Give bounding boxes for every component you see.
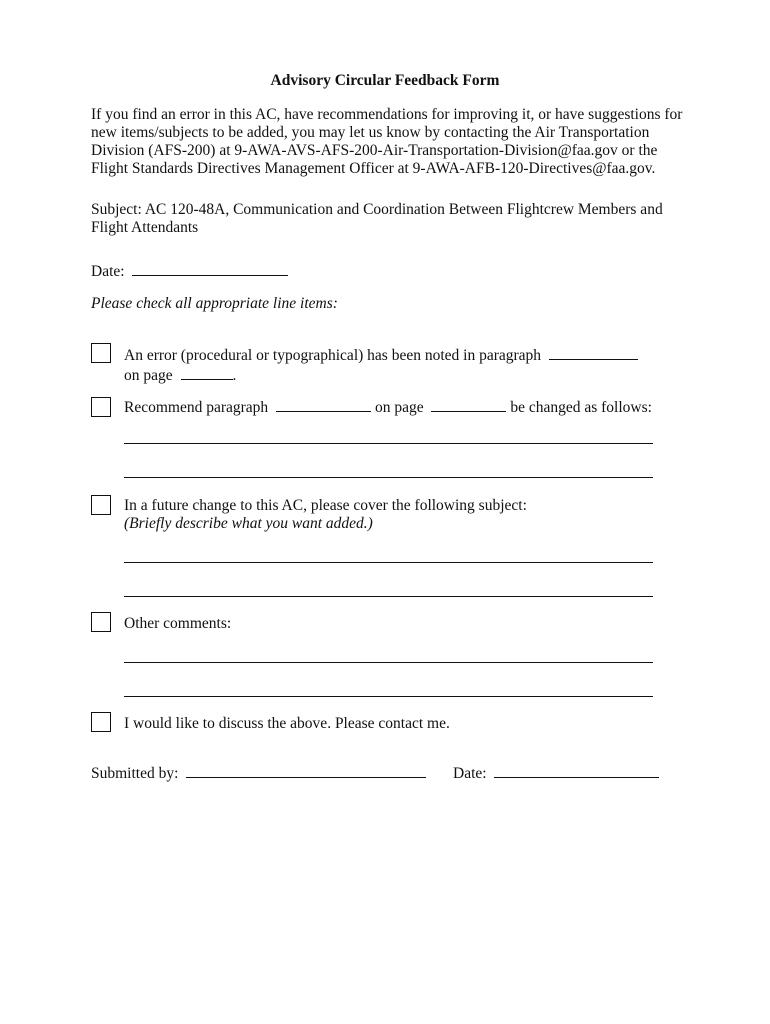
intro-line: new items/subjects to be added, you may let us know by contacting the Air Transportation xyxy=(91,124,650,141)
instruction-text: Please check all appropriate line items: xyxy=(91,295,338,312)
submitted-row xyxy=(91,763,426,783)
subject-text: Subject: AC 120-48A, Communication and Coordination Between Flightcrew Members and xyxy=(91,201,663,218)
other-checkbox[interactable] xyxy=(91,612,111,632)
recommend-page-field[interactable] xyxy=(431,397,506,412)
submit-date-field[interactable] xyxy=(494,763,659,778)
error-item xyxy=(124,345,638,385)
error-period: . xyxy=(232,367,237,384)
other-answer-line[interactable] xyxy=(124,696,653,697)
date-field[interactable] xyxy=(132,261,288,276)
error-label: An error (procedural or typographical) has been noted in paragraph xyxy=(124,347,542,364)
submitted-by-field[interactable] xyxy=(186,763,426,778)
form-title: Advisory Circular Feedback Form xyxy=(270,72,500,89)
error-line-1 xyxy=(124,345,638,365)
error-checkbox[interactable] xyxy=(91,343,111,363)
future-checkbox[interactable] xyxy=(91,495,111,515)
date-label: Date: xyxy=(91,263,125,280)
intro-line: Flight Standards Directives Management Officer at 9-AWA-AFB-120-Directives@faa.gov. xyxy=(91,160,656,177)
submit-date-label: Date: xyxy=(453,765,487,782)
error-line-2 xyxy=(124,365,638,385)
recommend-page-label: on page xyxy=(374,399,424,416)
other-answer-line[interactable] xyxy=(124,662,653,663)
recommend-suffix: be changed as follows: xyxy=(510,399,652,416)
recommend-item xyxy=(124,397,652,417)
subject-line xyxy=(91,201,691,237)
error-paragraph-field[interactable] xyxy=(549,345,638,360)
submit-date-row xyxy=(453,763,659,783)
future-answer-line[interactable] xyxy=(124,562,653,563)
future-hint: (Briefly describe what you want added.) xyxy=(124,515,373,532)
intro-line: Division (AFS-200) at 9-AWA-AVS-AFS-200-Air-Transportation-Division@faa.gov or the xyxy=(91,142,658,159)
discuss-checkbox[interactable] xyxy=(91,712,111,732)
future-label: In a future change to this AC, please cover the following subject: xyxy=(124,497,527,514)
recommend-paragraph-field[interactable] xyxy=(276,397,371,412)
other-label: Other comments: xyxy=(124,615,232,632)
error-page-field[interactable] xyxy=(181,365,233,380)
date-row xyxy=(91,261,288,281)
subject-text: Flight Attendants xyxy=(91,219,199,236)
intro-line: If you find an error in this AC, have recommendations for improving it, or have suggestions for xyxy=(91,106,683,123)
recommend-answer-line[interactable] xyxy=(124,443,653,444)
future-answer-line[interactable] xyxy=(124,596,653,597)
submitted-label: Submitted by: xyxy=(91,765,179,782)
error-page-label: on page xyxy=(124,367,173,384)
recommend-prefix: Recommend paragraph xyxy=(124,399,269,416)
future-item xyxy=(124,497,527,533)
recommend-answer-line[interactable] xyxy=(124,477,653,478)
intro-paragraph xyxy=(91,106,691,178)
recommend-checkbox[interactable] xyxy=(91,397,111,417)
discuss-label: I would like to discuss the above. Please contact me. xyxy=(124,715,450,732)
